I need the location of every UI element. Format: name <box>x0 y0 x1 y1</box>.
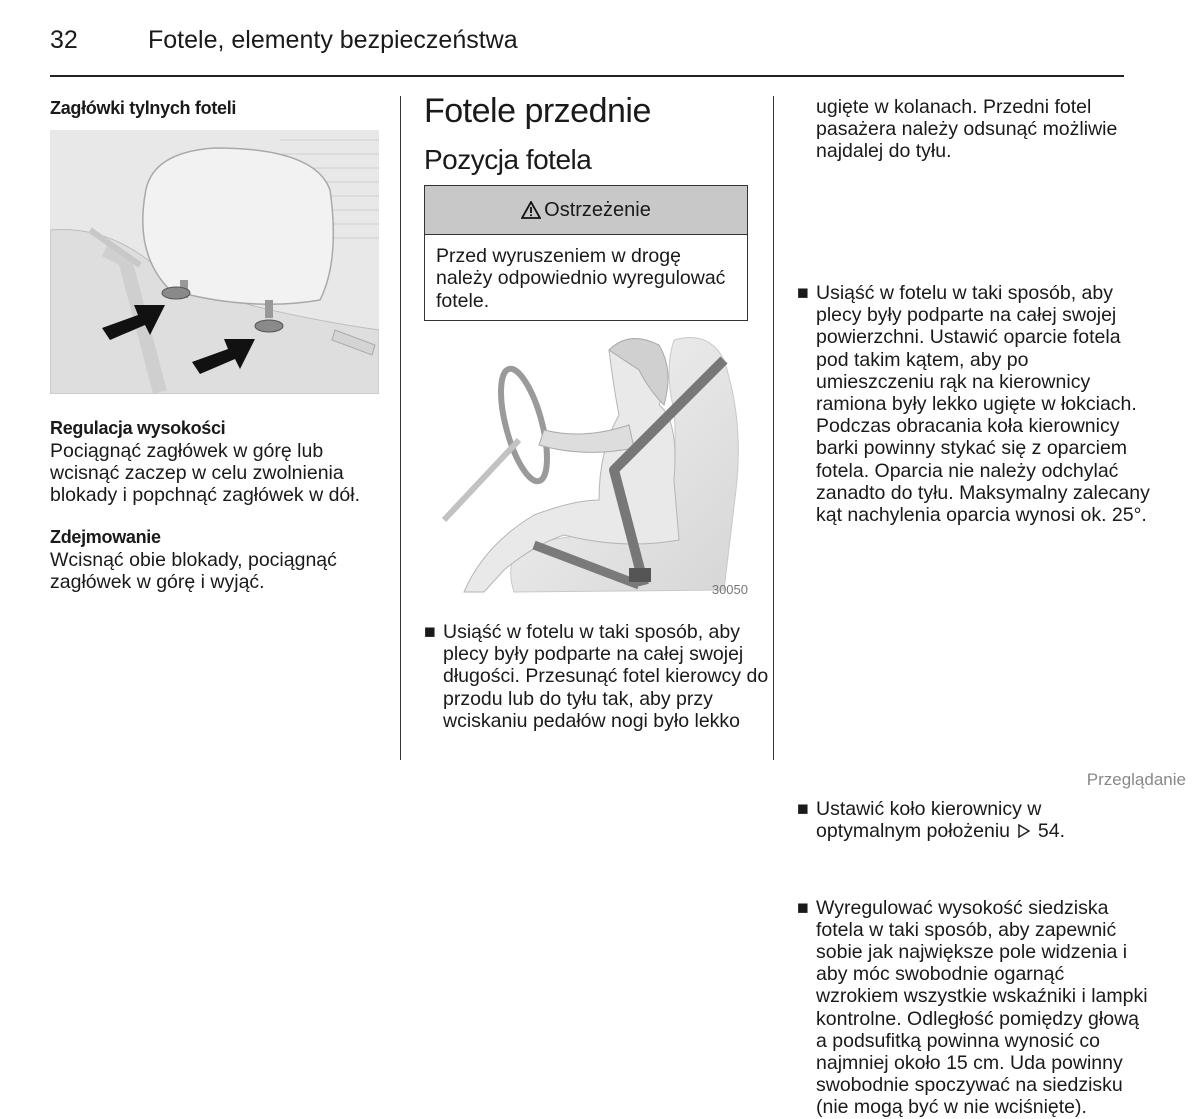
warning-text: Przed wyruszeniem w drogę należy odpowiednio wyregulować fotele. <box>436 245 726 312</box>
reference-triangle-icon[interactable] <box>1018 821 1030 843</box>
warning-box <box>424 185 748 321</box>
bullet-text: Usiąść w fotelu w taki sposób, aby plecy były podparte na całej swojej powierzchni. Ustawić oparcie fotela pod takim kątem, aby po umieszczeniu rąk na kierownicy ramiona były lekko ugięte w łokciach. Podczas obracania koła kierownicy barki powinny stykać się z oparciem fotela. Oparcia nie należy odchylać zanadto do tyłu. Maksymalny zalecany kąt nachylenia oparcia wynosi ok. 25°. <box>816 282 1150 527</box>
figure-seat-position <box>424 330 750 600</box>
paragraph-removal: Wcisnąć obie blokady, pociągnąć zagłówek w górę i wyjąć. <box>50 549 337 594</box>
warning-triangle-icon <box>521 201 541 219</box>
bullet-text: Wyregulować wysokość siedziska fotela w taki sposób, aby zapewnić sobie jak największe pole widzenia i aby móc swobodnie ogarnąć wzrokiem wszystkie wskaźniki i lampki kontrolne. Odległość pomiędzy głową a podsufitką powinna wynosić co najmniej około 15 cm. Uda powinny swobodnie spoczywać na siedzisku (nie mogą być w nie wciśnięte). <box>816 896 1148 1119</box>
footer-browse-link[interactable]: Przeglądanie <box>1086 770 1186 789</box>
rear-headrest-illustration <box>50 130 379 394</box>
bullet-text: Ustawić koło kierownicy w optymalnym położeniu <box>816 798 1042 843</box>
bullet-marker: ■ <box>797 282 809 305</box>
paragraph-height-adjust: Pociągnąć zagłówek w górę lub wcisnąć zaczep w celu zwolnienia blokady i popchnąć zagłówek w dół. <box>50 440 361 507</box>
column-divider-right <box>773 96 774 760</box>
page-reference[interactable]: 54. <box>1037 820 1065 843</box>
bullet-text: Usiąść w fotelu w taki sposób, aby plecy były podparte na całej swojej długości. Przesunąć fotel kierowcy do przodu lub do tyłu tak, aby przy wciskaniu pedałów nogi było lekko <box>443 621 769 732</box>
figure-code: 30050 <box>711 582 748 597</box>
section-heading-seat-position: Pozycja fotela <box>424 144 592 175</box>
seated-driver-illustration <box>424 330 750 600</box>
list-item <box>424 621 773 732</box>
chapter-title: Fotele, elementy bezpieczeństwa <box>148 26 518 54</box>
subsection-title-height-adjust: Regulacja wysokości <box>50 418 226 438</box>
warning-label: Ostrzeżenie <box>544 198 651 221</box>
list-item <box>797 282 1151 526</box>
bullet-marker: ■ <box>797 896 809 919</box>
bullet-marker: ■ <box>797 798 809 821</box>
page-number: 32 <box>50 26 78 54</box>
bullet-marker: ■ <box>424 621 436 643</box>
section-title-rear-headrests: Zagłówki tylnych foteli <box>50 98 237 118</box>
list-item <box>797 897 1151 1119</box>
subsection-title-removal: Zdejmowanie <box>50 527 161 547</box>
figure-rear-headrest <box>50 130 379 394</box>
header-rule <box>50 75 1124 77</box>
paragraph-continuation: ugięte w kolanach. Przedni fotel pasażera należy odsunąć możliwie najdalej do tyłu. <box>816 96 1118 163</box>
list-item <box>797 798 1151 843</box>
warning-header <box>425 186 747 235</box>
page-heading-front-seats: Fotele przednie <box>424 92 651 130</box>
column-divider-left <box>400 96 401 760</box>
